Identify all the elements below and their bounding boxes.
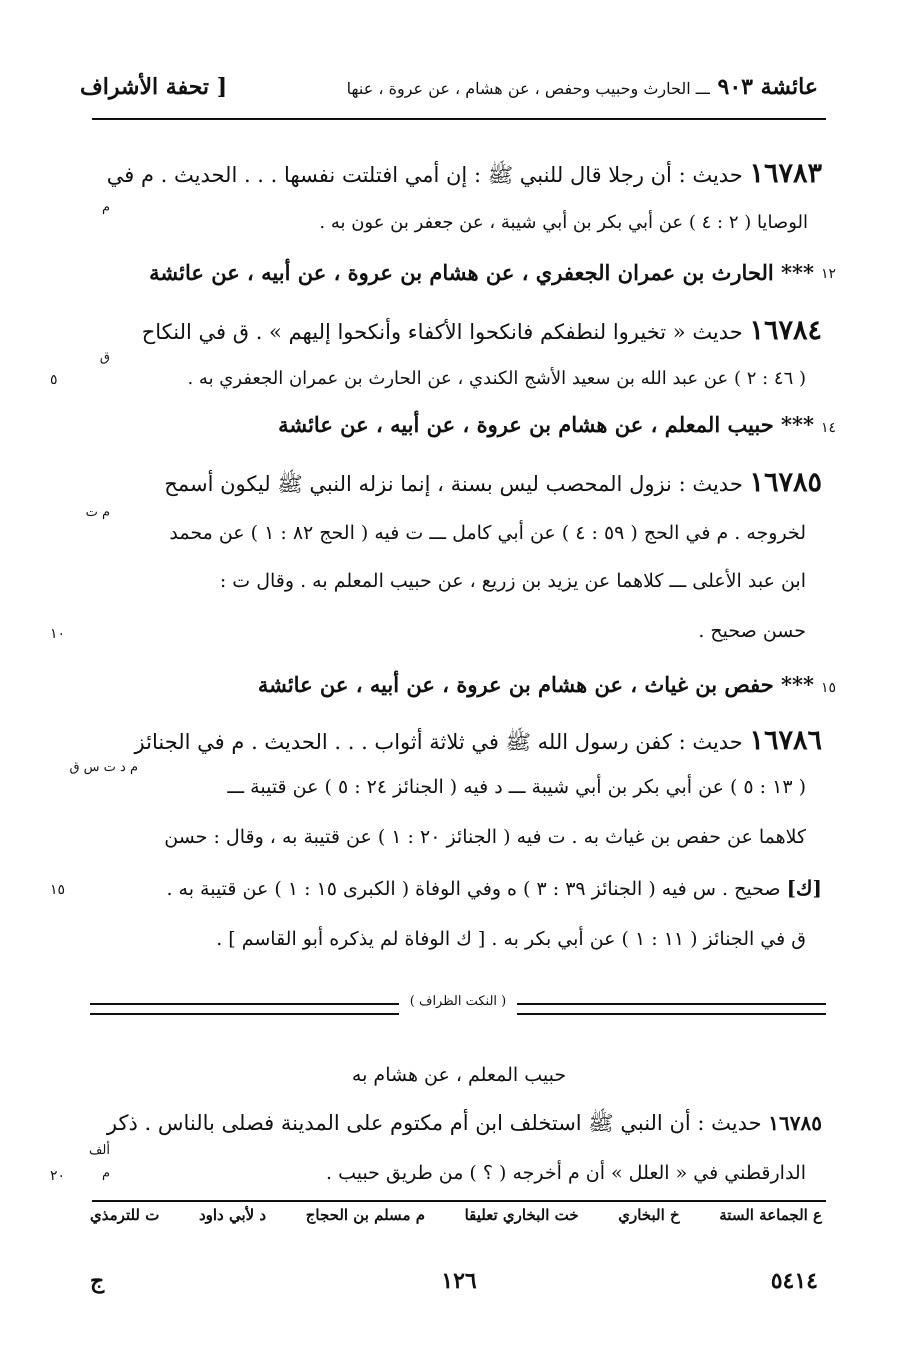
hadith-text: حديث : أن النبي ﷺ استخلف ابن أم مكتوم على المدينة فصلى بالناس . ذكر — [106, 1111, 762, 1135]
margin-sigla: م د ت س ق — [69, 760, 138, 775]
header-chain: ـــ الحارث وحبيب وحفص ، عن هشام ، عن عروة ، عنها — [346, 79, 710, 98]
section-heading-harith: *** الحارث بن عمران الجعفري ، عن هشام بن عروة ، عن أبيه ، عن عائشة — [149, 260, 814, 285]
section-heading-habib: *** حبيب المعلم ، عن هشام بن عروة ، عن أبيه ، عن عائشة — [278, 412, 814, 437]
line-number: ٢٠ — [50, 1168, 66, 1184]
volume-number: ٥٤١٤ — [770, 1268, 818, 1294]
bracket-sigil: [ك] — [786, 876, 822, 900]
section-heading-hafs: *** حفص بن غياث ، عن هشام بن عروة ، عن أبيه ، عن عائشة — [257, 672, 814, 697]
abbreviations-key — [90, 1206, 822, 1234]
divider-rule-right — [517, 1003, 826, 1015]
hadith-number: ١٦٧٨٤ — [749, 315, 822, 346]
nukat-divider — [90, 994, 826, 1014]
header-title — [347, 74, 818, 100]
hadith-16785-line1 — [164, 467, 822, 502]
hadith-16786-line1 — [135, 725, 822, 760]
section-number: ١٤ — [820, 420, 836, 436]
section-number: ١٢ — [820, 266, 836, 282]
hadith-number: ١٦٧٨٦ — [749, 725, 822, 756]
nukat-line2: الدارقطني في « العلل » أن م أخرجه ( ؟ ) من طريق حبيب . — [325, 1162, 806, 1184]
hadith-number: ١٦٧٨٣ — [749, 158, 822, 189]
hadith-16785-line2: لخروجه . م في الحج ( ٥٩ : ٤ ) عن أبي كامل ـــ ت فيه ( الحج ٨٢ : ١ ) عن محمد — [169, 522, 806, 544]
page-number: ١٢٦ — [441, 1268, 477, 1294]
abbr-item: د لأبي داود — [198, 1206, 267, 1224]
line-number: ١٥ — [50, 882, 66, 898]
line-number: ٥ — [50, 372, 58, 388]
hadith-16785-line4: حسن صحيح . — [698, 620, 806, 642]
section-number: ١٥ — [820, 680, 836, 696]
hadith-16783-line1 — [107, 158, 822, 193]
hadith-number: ١٦٧٨٥ — [768, 1111, 822, 1135]
nukat-heading: حبيب المعلم ، عن هشام به — [351, 1064, 567, 1086]
abbr-item: م مسلم بن الحجاج — [305, 1206, 425, 1224]
hadith-16785-line3: ابن عبد الأعلى ـــ كلاهما عن يزيد بن زريع ، عن حبيب المعلم به . وقال ت : — [219, 570, 806, 592]
margin-sigla: ألف — [88, 1143, 110, 1158]
abbr-item: ع الجماعة الستة — [719, 1206, 822, 1224]
header-rule — [92, 118, 826, 120]
hadith-16784-line2: ( ٤٦ : ٢ ) عن عبد الله بن سعيد الأشج الكندي ، عن الحارث بن عمران الجعفري به . — [187, 368, 806, 389]
footer-rule — [92, 1200, 826, 1202]
hadith-16786-line2: ( ١٣ : ٥ ) عن أبي بكر بن أبي شيبة ـــ د فيه ( الجنائز ٢٤ : ٥ ) عن قتيبة ـــ — [227, 776, 806, 798]
hadith-16786-line5: ق في الجنائز ( ١١ : ١ ) عن أبي بكر به . [ ك الوفاة لم يذكره أبو القاسم ] . — [216, 928, 806, 950]
divider-rule-left — [90, 1003, 399, 1015]
margin-sigla: م ت — [85, 505, 110, 520]
margin-sigla: ق — [99, 350, 110, 365]
hadith-number: ١٦٧٨٥ — [749, 467, 822, 498]
hadith-16784-line1 — [142, 315, 822, 346]
abbr-item: خ البخاري — [618, 1206, 680, 1224]
header-page-ref: عائشة ٩٠٣ — [717, 74, 818, 100]
hadith-text: حديث : كفن رسول الله ﷺ في ثلاثة أثواب . . . الحديث . م في الجنائز — [134, 730, 743, 754]
hadith-16786-line4 — [166, 876, 822, 900]
divider-label: ( النكت الظراف ) — [406, 994, 510, 1009]
abbr-item: ت للترمذي — [90, 1206, 160, 1224]
running-header — [80, 74, 818, 110]
hadith-16786-line3: كلاهما عن حفص بن غياث به . ت فيه ( الجنائز ٢٠ : ١ ) عن قتيبة به ، وقال : حسن — [164, 826, 806, 848]
hadith-text: حديث : أن رجلا قال للنبي ﷺ : إن أمي افتلتت نفسها . . . الحديث . م في — [106, 163, 743, 187]
hadith-text: صحيح . س فيه ( الجنائز ٣٩ : ٣ ) ه وفي الوفاة ( الكبرى ١٥ : ١ ) عن قتيبة به . — [166, 878, 781, 900]
signature-mark: ج — [90, 1268, 105, 1294]
abbr-item: خت البخاري تعليقا — [464, 1206, 579, 1224]
margin-sigla: م — [101, 1166, 110, 1181]
line-number: ١٠ — [50, 626, 66, 642]
hadith-16783-line2: الوصايا ( ٢ : ٤ ) عن أبي بكر بن أبي شيبة ، عن جعفر بن عون به . — [319, 212, 808, 233]
hadith-text: حديث « تخيروا لنطفكم فانكحوا الأكفاء وأنكحوا إليهم » . ق في النكاح — [141, 320, 743, 344]
hadith-text: حديث : نزول المحصب ليس بسنة ، إنما نزله النبي ﷺ ليكون أسمح — [164, 472, 743, 496]
margin-sigla: م — [101, 200, 110, 215]
nukat-line1 — [107, 1110, 822, 1141]
header-book-title: [ تحفة الأشراف — [80, 74, 228, 100]
